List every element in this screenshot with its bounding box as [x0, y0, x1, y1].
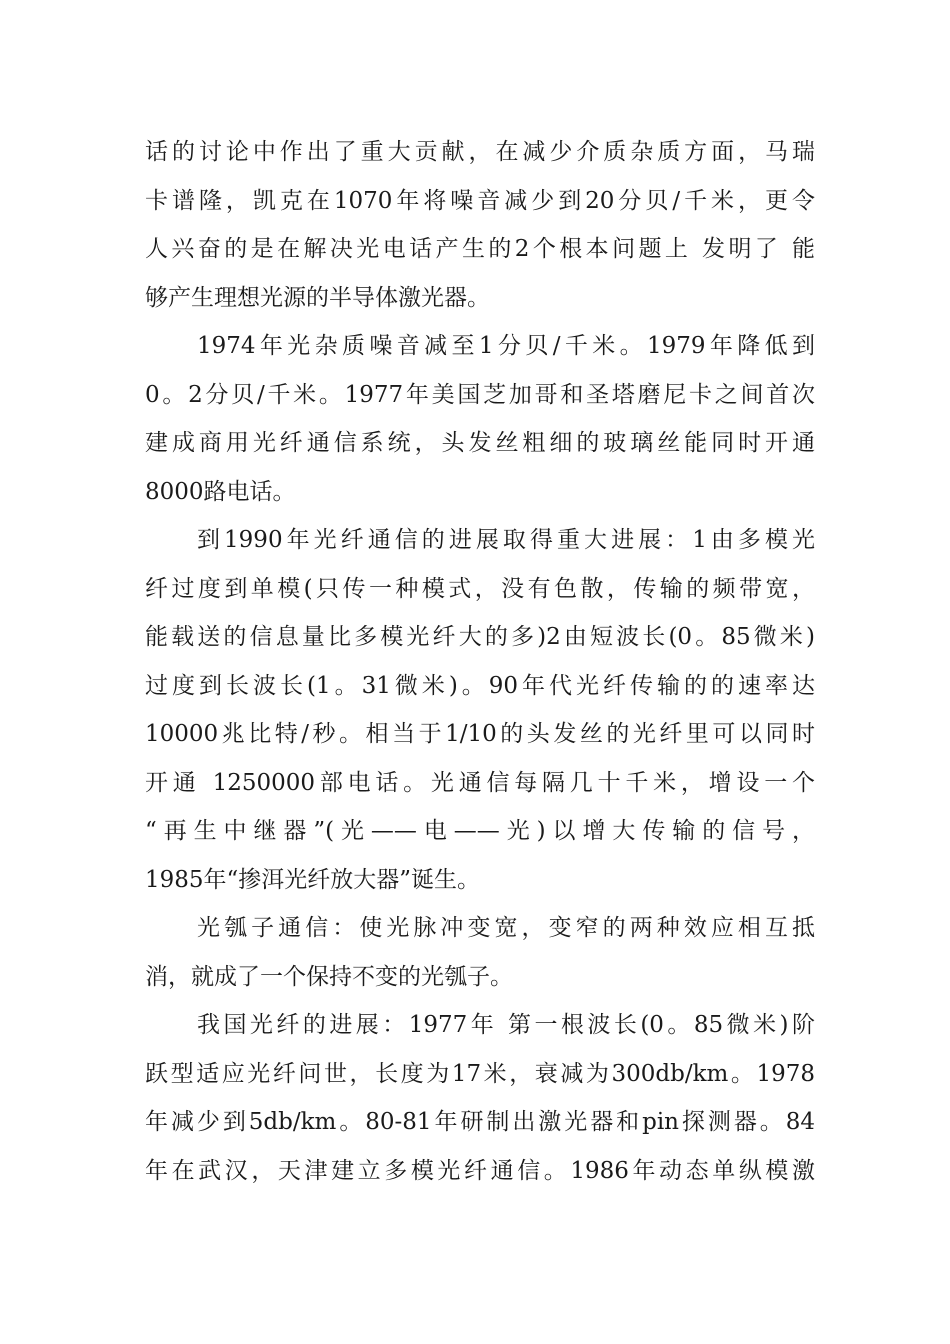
paragraph-first-line: 我国光纤的进展：1977年 第一根波长(0。85微米)阶	[197, 1012, 815, 1038]
text-line: 年在武汉，天津建立多模光纤通信。1986年动态单纵模激	[145, 1157, 815, 1184]
text-line: 年减少到5db/km。80-81年研制出激光器和pin探测器。84	[145, 1109, 815, 1135]
text-line: 1985年“掺洱光纤放大器”诞生。	[145, 866, 481, 893]
text-line: 跃型适应光纤问世，长度为17米，衰减为300db/km。1978	[145, 1060, 815, 1087]
paragraph-first-line: 到1990年光纤通信的进展取得重大进展：1由多模光	[197, 527, 815, 553]
text-line: 消，就成了一个保持不变的光瓠子。	[145, 963, 513, 990]
text-line: 人兴奋的是在解决光电话产生的2个根本问题上 发明了 能	[145, 236, 815, 262]
text-line: 0。2分贝/千米。1977年美国芝加哥和圣塔磨尼卡之间首次	[145, 381, 815, 408]
text-line: 10000兆比特/秒。相当于1/10的头发丝的光纤里可以同时	[145, 721, 815, 747]
text-line: 纤过度到单模(只传一种模式，没有色散，传输的频带宽，	[145, 575, 815, 602]
text-line: 卡谱隆，凯克在1070年将噪音减少到20分贝/千米，更令	[145, 187, 815, 214]
text-line: 开通 1250000部电话。光通信每隔几十千米，增设一个	[145, 769, 815, 796]
paragraph-first-line: 1974年光杂质噪音减至1分贝/千米。1979年降低到	[197, 333, 815, 359]
paragraph-first-line: 光瓠子通信：使光脉冲变宽，变窄的两种效应相互抵	[197, 915, 815, 941]
text-line: 8000路电话。	[145, 478, 296, 505]
text-line: 够产生理想光源的半导体激光器。	[145, 284, 490, 311]
text-line: “再生中继器”(光——电——光)以增大传输的信号，	[145, 818, 815, 844]
text-line: 建成商用光纤通信系统，头发丝粗细的玻璃丝能同时开通	[145, 430, 815, 456]
text-line: 能载送的信息量比多模光纤大的多)2由短波长(0。85微米)	[145, 624, 815, 650]
text-line: 话的讨论中作出了重大贡献，在减少介质杂质方面，马瑞	[145, 139, 815, 165]
body-text	[145, 128, 815, 1195]
text-line: 过度到长波长(1。31微米)。90年代光纤传输的的速率达	[145, 672, 815, 699]
